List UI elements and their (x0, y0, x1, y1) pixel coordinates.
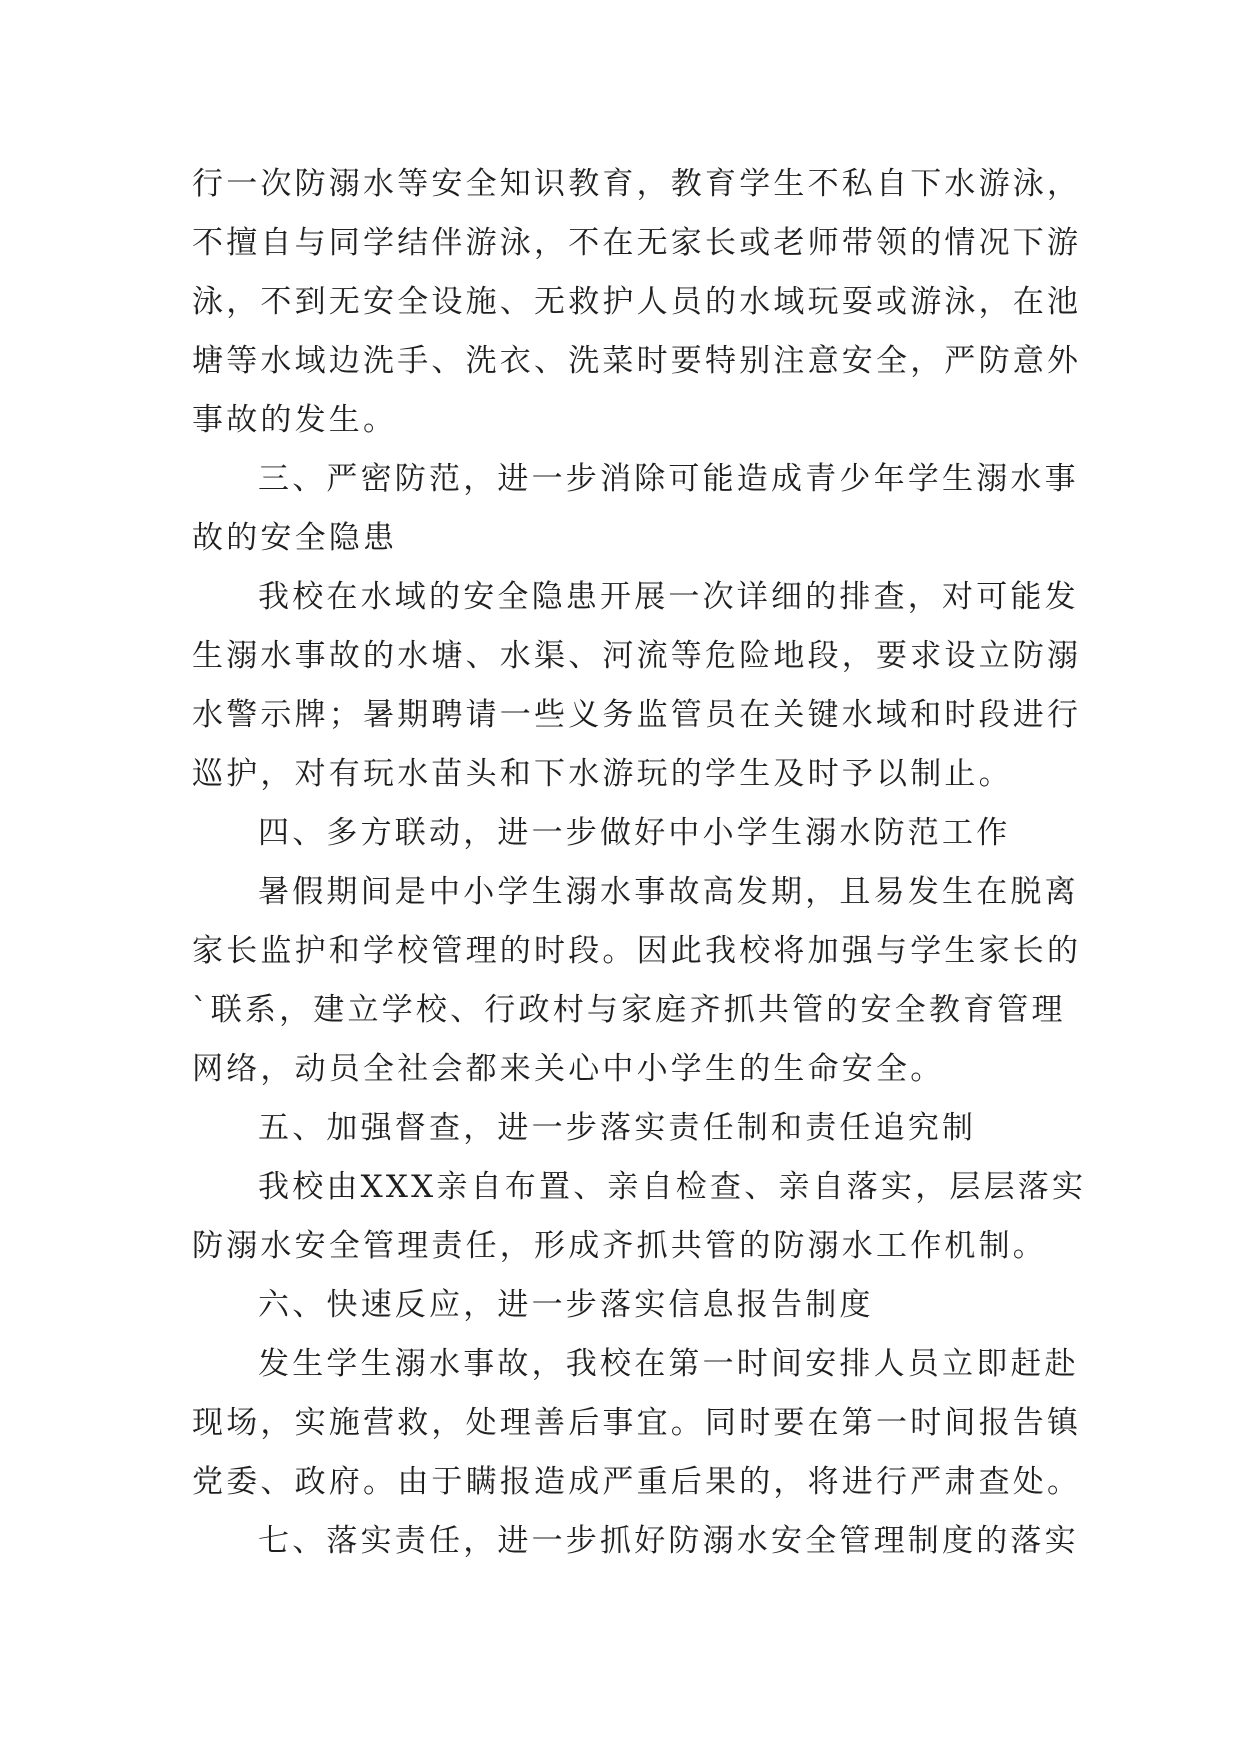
paragraph-first-line: 四、多方联动，进一步做好中小学生溺水防范工作 (258, 815, 1011, 851)
text-line: 家长监护和学校管理的时段。因此我校将加强与学生家长的 (192, 933, 1082, 969)
paragraph-first-line: 六、快速反应，进一步落实信息报告制度 (258, 1287, 874, 1323)
paragraph-first-line: 我校在水域的安全隐患开展一次详细的排查，对可能发 (258, 579, 1079, 615)
paragraph-first-line: 三、严密防范，进一步消除可能造成青少年学生溺水事 (258, 461, 1079, 497)
text-line: 泳，不到无安全设施、无救护人员的水域玩耍或游泳，在池 (192, 284, 1082, 320)
paragraph-first-line: 我校由XXX亲自布置、亲自检查、亲自落实，层层落实 (258, 1169, 1087, 1205)
text-line: 巡护，对有玩水苗头和下水游玩的学生及时予以制止。 (192, 756, 1013, 792)
text-line: 生溺水事故的水塘、水渠、河流等危险地段，要求设立防溺 (192, 638, 1082, 674)
text-line: 塘等水域边洗手、洗衣、洗菜时要特别注意安全，严防意外 (192, 343, 1082, 379)
text-line: 网络，动员全社会都来关心中小学生的生命安全。 (192, 1051, 945, 1087)
paragraph-first-line: 七、落实责任，进一步抓好防溺水安全管理制度的落实 (258, 1523, 1079, 1559)
paragraph-first-line: 五、加强督查，进一步落实责任制和责任追究制 (258, 1110, 977, 1146)
text-line: 事故的发生。 (192, 402, 398, 438)
text-line: `联系，建立学校、行政村与家庭齐抓共管的安全教育管理 (192, 992, 1066, 1028)
paragraph-first-line: 发生学生溺水事故，我校在第一时间安排人员立即赶赴 (258, 1346, 1079, 1382)
text-line: 党委、政府。由于瞒报造成严重后果的，将进行严肃查处。 (192, 1464, 1082, 1500)
text-line: 不擅自与同学结伴游泳，不在无家长或老师带领的情况下游 (192, 225, 1082, 261)
paragraph-first-line: 暑假期间是中小学生溺水事故高发期，且易发生在脱离 (258, 874, 1079, 910)
text-line: 现场，实施营救，处理善后事宜。同时要在第一时间报告镇 (192, 1405, 1082, 1441)
text-line: 水警示牌；暑期聘请一些义务监管员在关键水域和时段进行 (192, 697, 1082, 733)
text-line: 行一次防溺水等安全知识教育，教育学生不私自下水游泳， (192, 166, 1082, 202)
text-line: 防溺水安全管理责任，形成齐抓共管的防溺水工作机制。 (192, 1228, 1047, 1264)
text-line: 故的安全隐患 (192, 520, 398, 556)
document-body (192, 155, 1087, 1571)
